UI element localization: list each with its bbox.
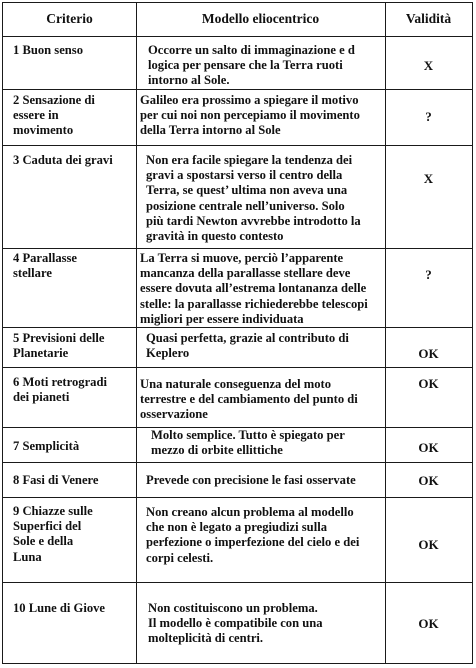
validity-cell: OK [418,537,439,552]
model-cell: Prevede con precisione le fasi osservate [146,473,356,487]
criterion-cell: 10 Lune di Giove [13,601,106,615]
criteria-table [2,2,473,664]
header-criterio: Criterio [46,11,93,26]
criterion-cell: 8 Fasi di Venere [13,473,99,487]
model-cell: Non era facile spiegare la tendenza dei gravi a spostarsi verso il centro della Terra, se quest’ ultima non aveva una posizione centrale nell’universo. Solo più tardi Newton avvrebbe introdotto la gravità in questo contesto [146,153,361,244]
model-cell: Quasi perfetta, grazie al contributo di Keplero [146,331,349,361]
model-cell: Molto semplice. Tutto è spiegato per mezzo di orbite ellittiche [151,428,345,458]
row-divider [3,367,472,368]
row-divider [3,248,472,249]
validity-cell: OK [418,376,439,391]
model-cell: Non creano alcun problema al modello che non è legato a pregiudizi sulla perfezione o imperfezione del cielo e dei corpi celesti. [146,505,360,565]
criterion-cell: 2 Sensazione di essere in movimento [13,93,95,138]
validity-cell: X [423,171,434,186]
row-divider [3,582,472,583]
model-cell: Galileo era prossimo a spiegare il motivo per cui noi non percepiamo il movimento della Terra intorno al Sole [140,93,360,138]
header-validita: Validità [405,11,452,26]
row-divider [3,497,472,498]
row-divider [3,462,472,463]
validity-cell: ? [425,109,432,124]
validity-cell: OK [418,346,439,361]
header-modello: Modello eliocentrico [201,11,320,26]
validity-cell: OK [418,440,439,455]
criterion-cell: 9 Chiazze sulle Superfici del Sole e della Luna [13,504,93,564]
validity-cell: X [423,58,434,73]
model-cell: Una naturale conseguenza del moto terrestre e del cambiamento del punto di osservazione [140,377,358,422]
validity-cell: OK [418,473,439,488]
criterion-cell: 1 Buon senso [13,43,83,57]
row-divider [3,89,472,90]
row-divider [3,327,472,328]
criterion-cell: 5 Previsioni delle Planetarie [13,331,105,361]
model-cell: Occorre un salto di immaginazione e d logica per pensare che la Terra ruoti intorno al Sole. [148,43,355,88]
criterion-cell: 4 Parallasse stellare [13,251,78,281]
criterion-cell: 6 Moti retrogradi dei pianeti [13,375,107,405]
criterion-cell: 3 Caduta dei gravi [13,153,113,167]
row-divider [3,36,472,37]
criterion-cell: 7 Semplicità [13,439,80,453]
model-cell: La Terra si muove, perciò l’apparente mancanza della parallasse stellare deve essere dovuta all’estrema lontananza delle stelle: la parallasse richiederebbe telescopi migliori per essere individuata [140,251,368,326]
validity-cell: OK [418,616,439,631]
model-cell: Non costituiscono un problema. Il modello è compatibile con una molteplicità di centri. [148,601,323,646]
row-divider [3,145,472,146]
validity-cell: ? [425,267,432,282]
column-divider [385,3,386,663]
